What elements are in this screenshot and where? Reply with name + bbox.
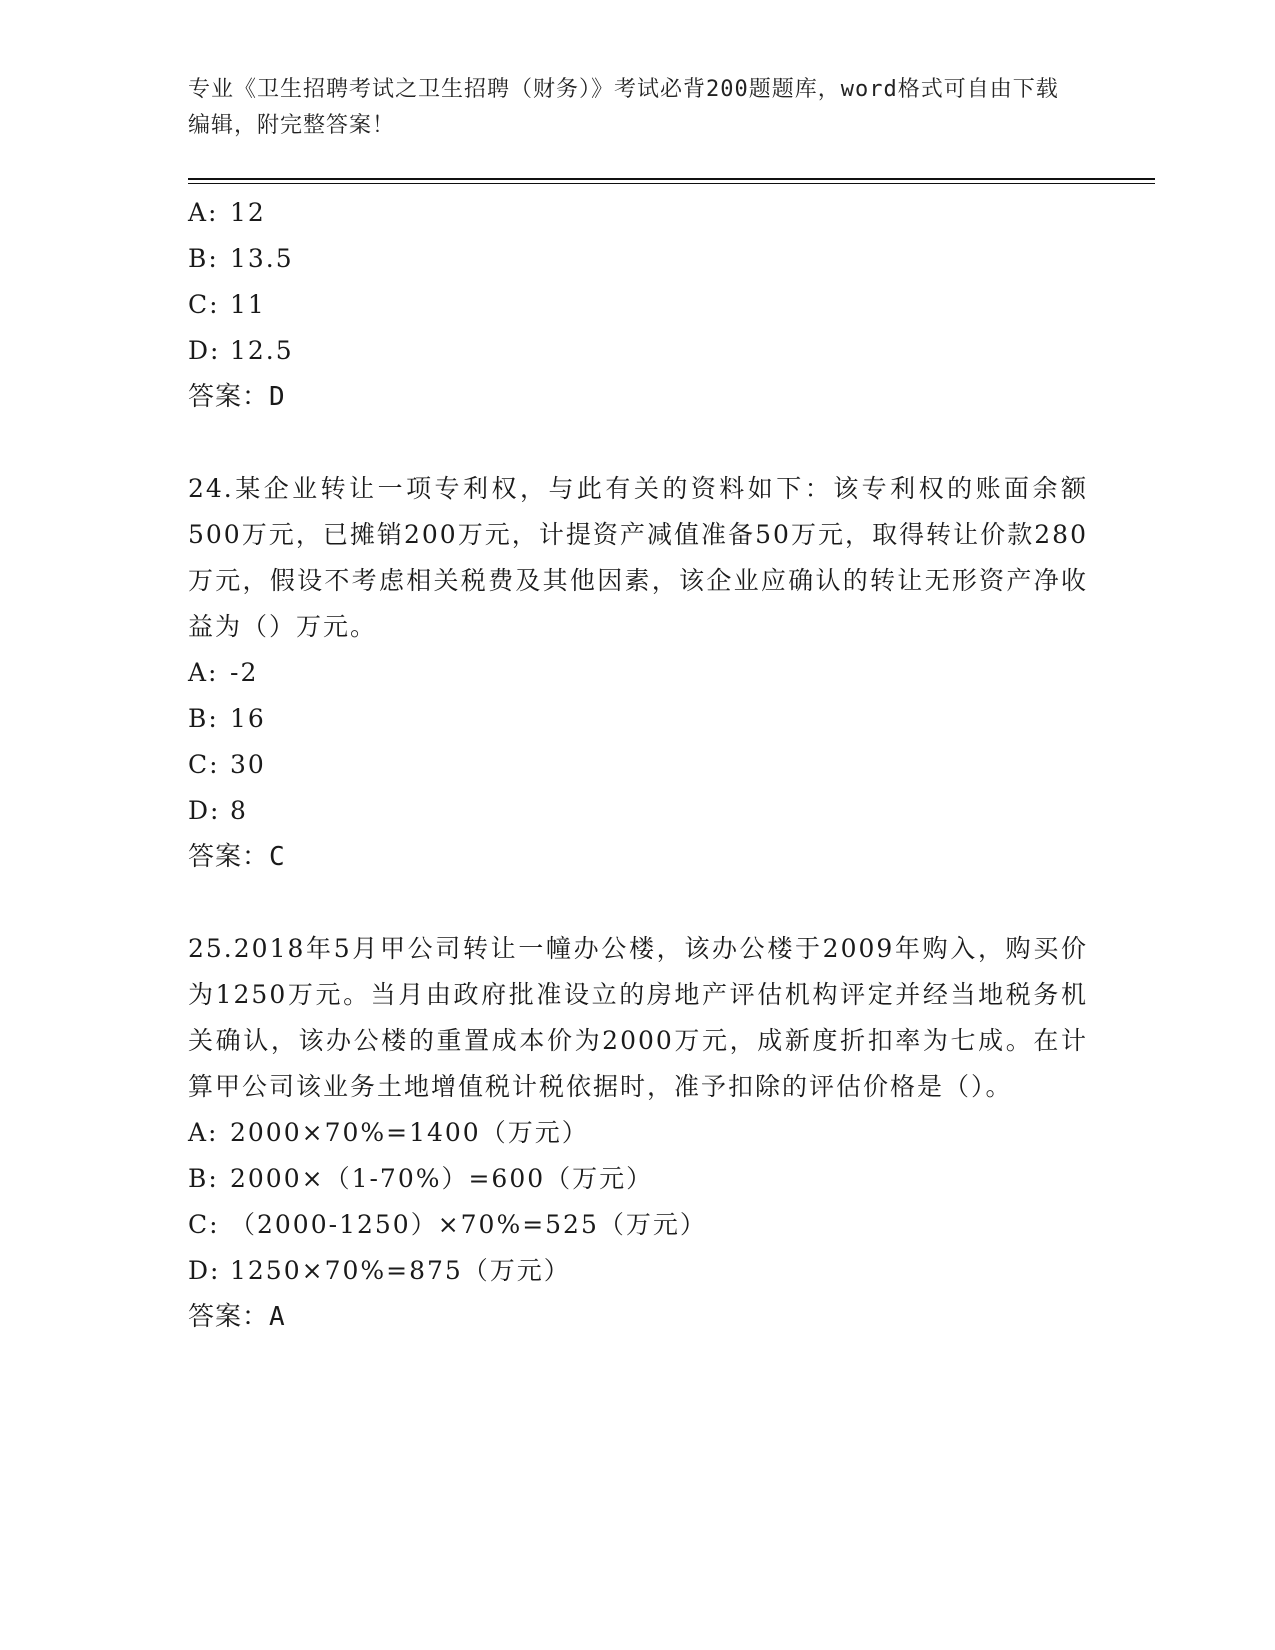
option-c: C: 30	[188, 750, 266, 779]
option-b: B: 2000×（1-70%）=600（万元）	[188, 1164, 654, 1193]
option-c: C: 11	[188, 290, 266, 319]
document-header: 专业《卫生招聘考试之卫生招聘（财务）》考试必背200题题库，word格式可自由下载编辑，附完整答案！	[188, 77, 1059, 138]
question-text: 24.某企业转让一项专利权，与此有关的资料如下：该专利权的账面余额500万元，已摊销200万元，计提资产减值准备50万元，取得转让价款280万元，假设不考虑相关税费及其他因素，该企业应确认的转让无形资产净收益为（）万元。	[188, 474, 1088, 641]
question-24-block	[188, 466, 1088, 880]
answer-line: 答案：D	[188, 382, 286, 412]
answer-line: 答案：C	[188, 842, 286, 872]
option-b: B: 13.5	[188, 244, 294, 273]
option-b: B: 16	[188, 704, 266, 733]
answer-line: 答案：A	[188, 1302, 286, 1332]
option-c: C: （2000-1250）×70%=525（万元）	[188, 1210, 707, 1239]
document-body	[188, 190, 1088, 1340]
option-d: D: 12.5	[188, 336, 294, 365]
option-a: A: 12	[188, 198, 266, 227]
option-d: D: 1250×70%=875（万元）	[188, 1256, 571, 1285]
question-25-block	[188, 926, 1088, 1340]
prev-question-block	[188, 190, 1088, 420]
option-a: A: 2000×70%=1400（万元）	[188, 1118, 589, 1147]
option-a: A: -2	[188, 658, 259, 687]
question-text: 25.2018年5月甲公司转让一幢办公楼，该办公楼于2009年购入，购买价为1250万元。当月由政府批准设立的房地产评估机构评定并经当地税务机关确认，该办公楼的重置成本价为2000万元，成新度折扣率为七成。在计算甲公司该业务土地增值税计税依据时，准予扣除的评估价格是（）。	[188, 934, 1088, 1101]
option-d: D: 8	[188, 796, 248, 825]
header-divider	[188, 178, 1155, 184]
